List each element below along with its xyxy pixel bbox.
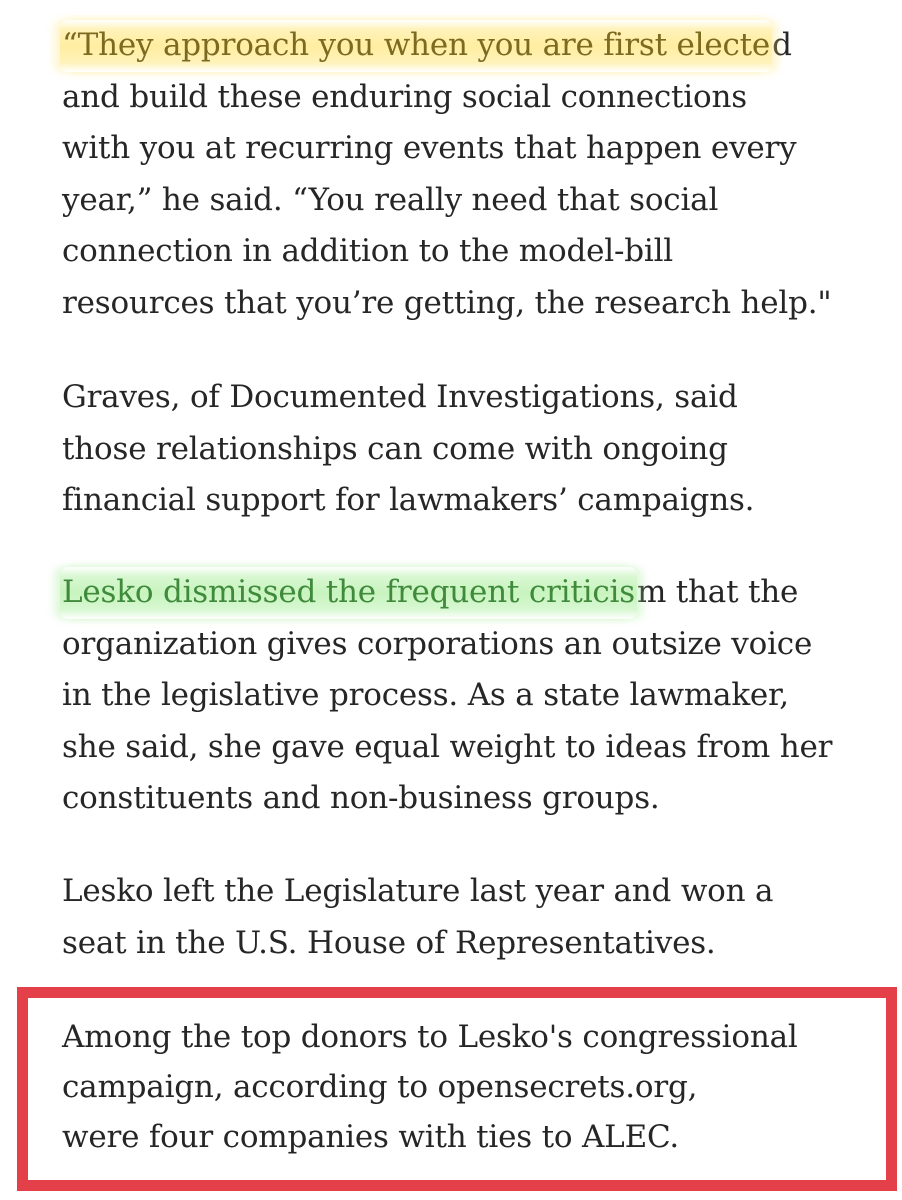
paragraph-line: seat in the U.S. House of Representatives. — [62, 924, 716, 961]
paragraph-lesko-criticism — [62, 567, 832, 825]
paragraph-graves — [62, 372, 754, 527]
paragraph-line: and build these enduring social connections — [62, 78, 747, 115]
paragraph-line-rest: d — [772, 27, 792, 63]
paragraph-line: with you at recurring events that happen every — [62, 130, 797, 166]
paragraph-line: Lesko left the Legislature last year and won a — [62, 873, 774, 909]
paragraph-line: Graves, of Documented Investigations, said — [62, 379, 738, 415]
paragraph-line: those relationships can come with ongoing — [62, 430, 728, 467]
paragraph-line-rest: m that the — [636, 574, 799, 610]
paragraph-line: resources that you’re getting, the research help." — [62, 284, 832, 321]
paragraph-line: Among the top donors to Lesko's congressional — [62, 1019, 798, 1055]
paragraph-lesko-left — [62, 866, 773, 969]
paragraph-line — [62, 20, 831, 72]
paragraph-line: she said, she gave equal weight to ideas from her — [62, 728, 833, 765]
paragraph-line: were four companies with ties to ALEC. — [62, 1119, 680, 1155]
paragraph-line: organization gives corporations an outsize voice — [62, 625, 813, 662]
paragraph-donors — [62, 1012, 798, 1162]
green-highlight[interactable]: Lesko dismissed the frequent criticis — [60, 567, 637, 619]
paragraph-line: campaign, according to opensecrets.org, — [62, 1069, 698, 1105]
paragraph-line: in the legislative process. As a state lawmaker, — [62, 677, 789, 713]
yellow-highlight[interactable]: “They approach you when you are first electe — [60, 20, 772, 72]
paragraph-quote — [62, 20, 831, 329]
paragraph-line: financial support for lawmakers’ campaigns. — [62, 482, 755, 518]
paragraph-line: year,” he said. “You really need that social — [62, 181, 719, 218]
paragraph-line — [62, 567, 832, 619]
paragraph-line: constituents and non-business groups. — [62, 780, 660, 816]
paragraph-line: connection in addition to the model-bill — [62, 233, 674, 269]
